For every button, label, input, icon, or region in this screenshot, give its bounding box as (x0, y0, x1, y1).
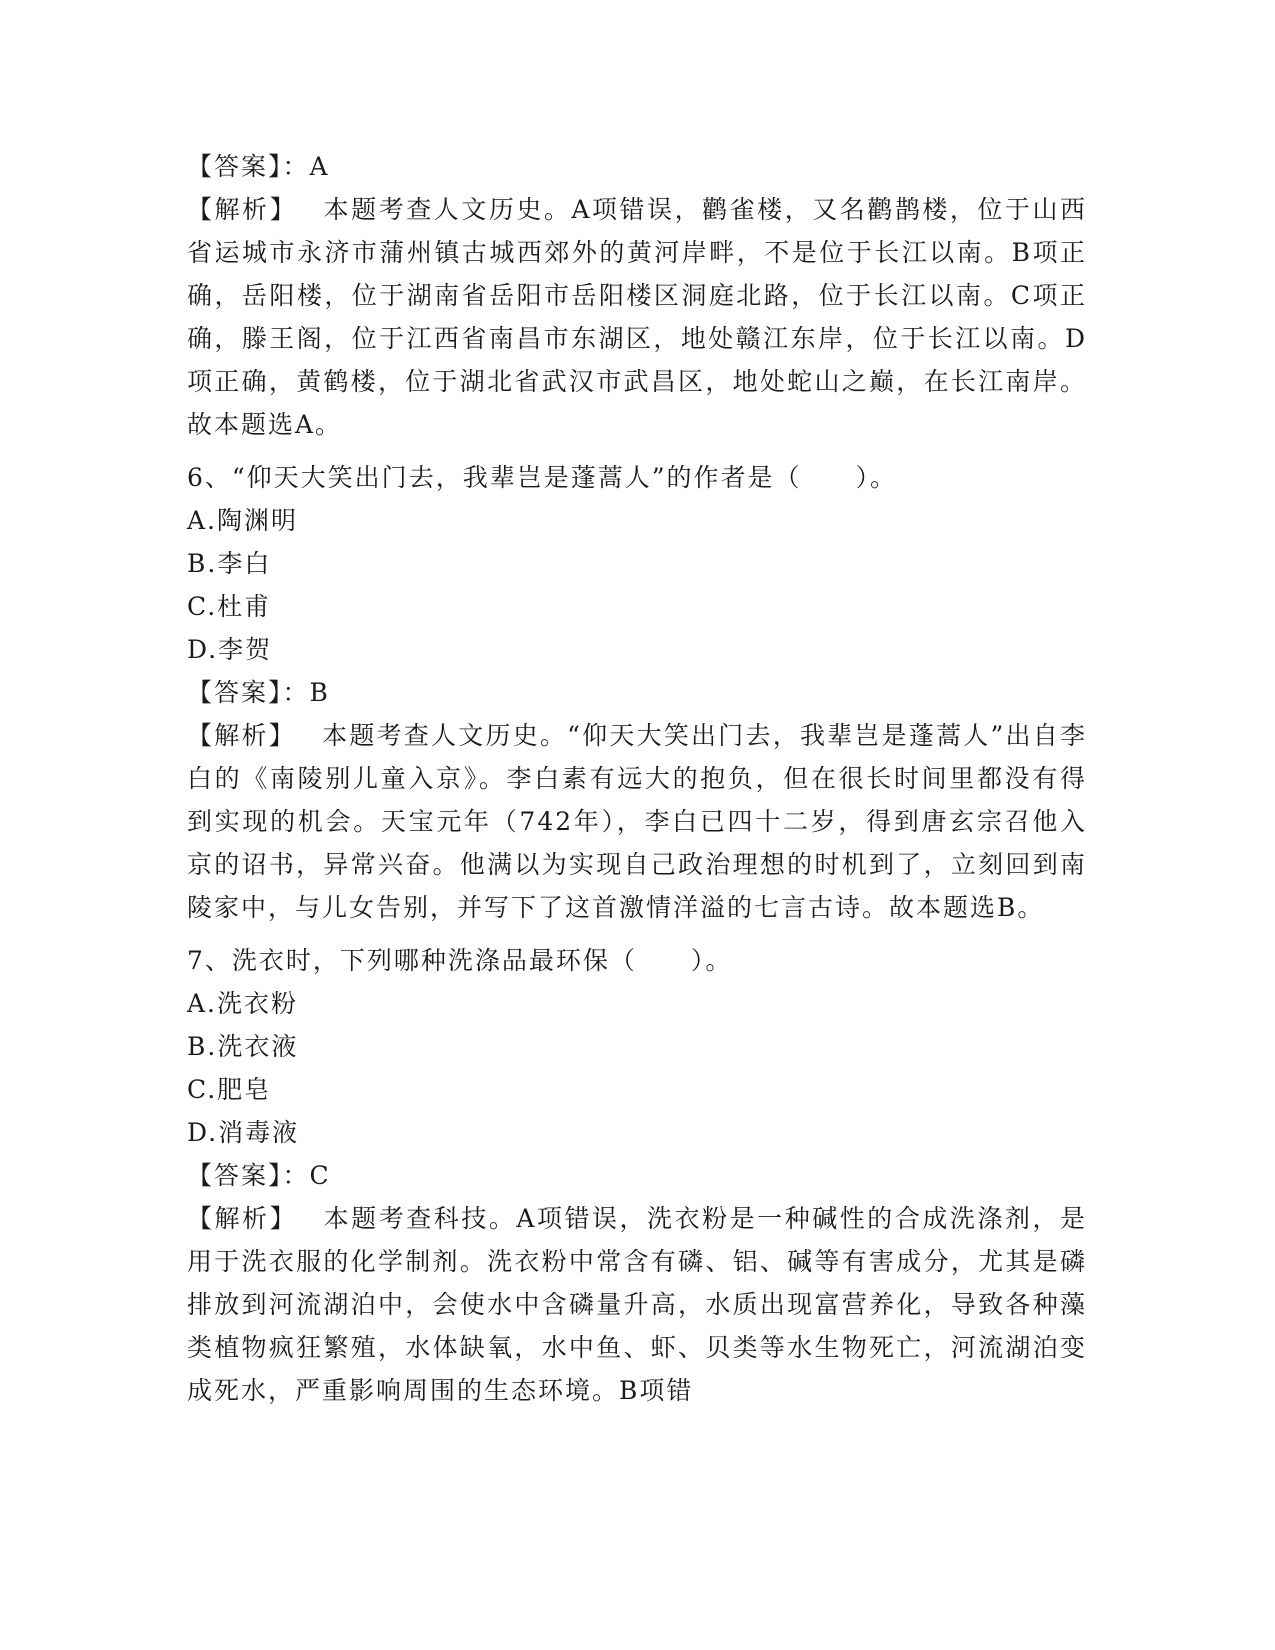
answer-label: 【答案】 (187, 152, 283, 181)
answer-separator: ： (282, 1161, 310, 1190)
answer-separator: ： (282, 152, 310, 181)
analysis-text: 本题考查科技。A项错误，洗衣粉是一种碱性的合成洗涤剂，是用于洗衣服的化学制剂。洗衣粉中常含有磷、铝、碱等有害成分，尤其是磷排放到河流湖泊中，会使水中含磷量升高，水质出现富营养化，导致各种藻类植物疯狂繁殖，水体缺氧，水中鱼、虾、贝类等水生物死亡，河流湖泊变成死水，严重影响周围的生态环境。B项错 (187, 1204, 1087, 1405)
option-a: A.洗衣粉 (187, 989, 299, 1018)
question-number: 7、 (187, 946, 232, 975)
option-c: C.肥皂 (187, 1075, 272, 1104)
option-d: D.李贺 (187, 635, 273, 664)
analysis-text: 本题考查人文历史。A项错误，鹳雀楼，又名鹳鹊楼，位于山西省运城市永济市蒲州镇古城西郊外的黄河岸畔，不是位于长江以南。B项正确，岳阳楼，位于湖南省岳阳市岳阳楼区洞庭北路，位于长江以南。C项正确，滕王阁，位于江西省南昌市东湖区，地处赣江东岸，位于长江以南。D项正确，黄鹤楼，位于湖北省武汉市武昌区，地处蛇山之巅，在长江南岸。故本题选A。 (187, 195, 1087, 439)
answer-separator: ： (282, 678, 310, 707)
analysis-paragraph (187, 188, 1087, 446)
analysis-label: 【解析】 (187, 721, 296, 750)
option-b: B.洗衣液 (187, 1032, 299, 1061)
question-text: “仰天大笑出门去，我辈岂是蓬蒿人”的作者是（ ）。 (231, 463, 897, 492)
analysis-label: 【解析】 (187, 195, 298, 224)
answer-line (187, 1154, 1087, 1197)
option-d: D.消毒液 (187, 1118, 300, 1147)
question-line (187, 456, 1087, 499)
question-text: 洗衣时，下列哪种洗涤品最环保（ ）。 (231, 946, 733, 975)
page-content (187, 145, 1087, 1412)
answer-line (187, 671, 1087, 714)
question-number: 6、 (187, 463, 232, 492)
option-b: B.李白 (187, 549, 272, 578)
answer-value: A (309, 152, 330, 181)
option-a: A.陶渊明 (187, 506, 299, 535)
answer-value: C (309, 1161, 331, 1190)
answer-value: B (309, 678, 330, 707)
analysis-label: 【解析】 (187, 1204, 298, 1233)
analysis-paragraph (187, 1197, 1087, 1412)
option-c: C.杜甫 (187, 592, 272, 621)
analysis-paragraph (187, 714, 1087, 929)
question-line (187, 939, 1087, 982)
answer-line (187, 145, 1087, 188)
answer-label: 【答案】 (187, 1161, 283, 1190)
analysis-text: 本题考查人文历史。“仰天大笑出门去，我辈岂是蓬蒿人”出自李白的《南陵别儿童入京》。李白素有远大的抱负，但在很长时间里都没有得到实现的机会。天宝元年（742年），李白已四十二岁，得到唐玄宗召他入京的诏书，异常兴奋。他满以为实现自己政治理想的时机到了，立刻回到南陵家中，与儿女告别，并写下了这首激情洋溢的七言古诗。故本题选B。 (187, 721, 1087, 922)
answer-label: 【答案】 (187, 678, 283, 707)
